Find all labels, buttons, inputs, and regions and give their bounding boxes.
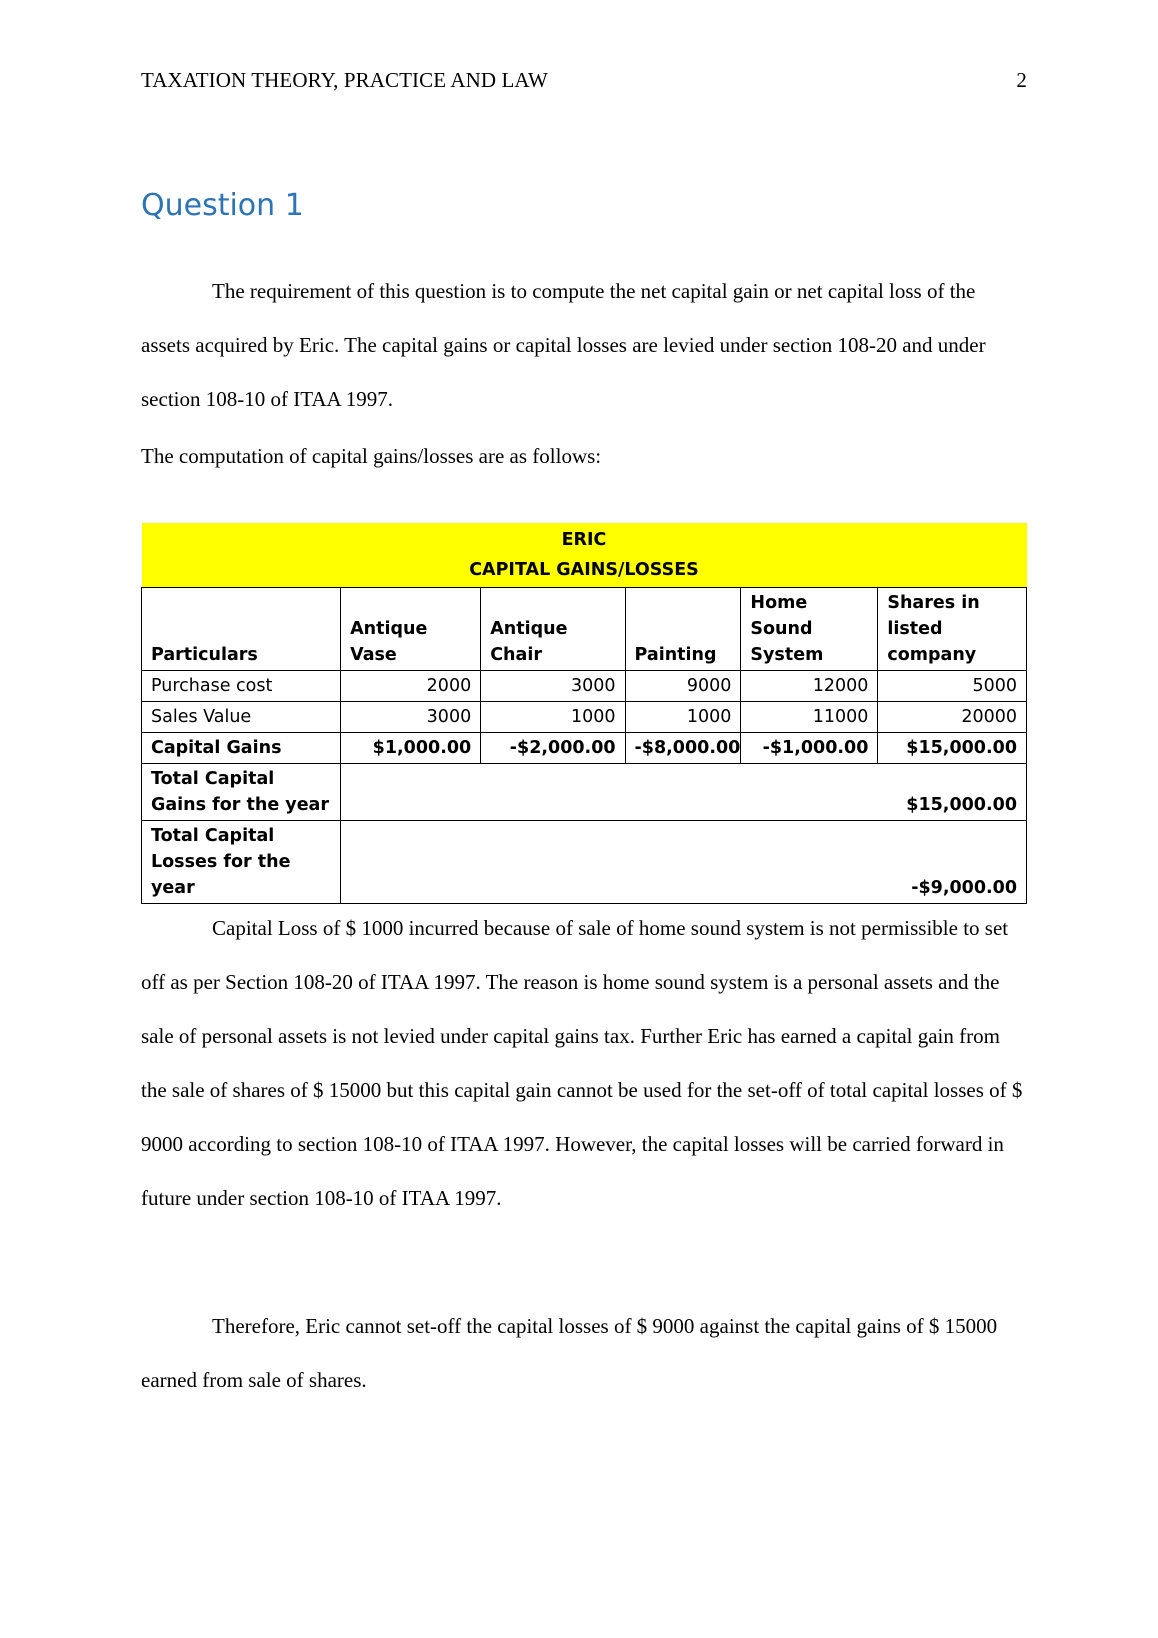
cell-value: 11000 [741, 702, 878, 733]
table-title-row [142, 523, 1027, 588]
discussion-paragraph: Capital Loss of $ 1000 incurred because of sale of home sound system is not permissible to set off as per Section 108-20 of ITAA 1997. The reason is home sound system is a personal assets and the sale of personal assets is not levied under capital gains tax. Further Eric has earned a capital gain from the sale of shares of $ 15000 but this capital gain cannot be used for the set-off of total capital losses of $ 9000 according to section 108-10 of ITAA 1997. However, the capital losses will be carried forward in future under section 108-10 of ITAA 1997. [141, 916, 1023, 1210]
page-number: 2 [1016, 68, 1027, 92]
running-title: TAXATION THEORY, PRACTICE AND LAW [141, 68, 548, 92]
intro-paragraph: The requirement of this question is to compute the net capital gain or net capital loss of the assets acquired by Eric. The capital gains or capital losses are levied under section 108-20 and under section 108-10 of ITAA 1997. [141, 279, 986, 411]
cell-value: 3000 [481, 671, 625, 702]
table-title-subtitle: CAPITAL GAINS/LOSSES [469, 560, 699, 580]
table-row [142, 702, 1027, 733]
page-header [141, 68, 1027, 93]
table-title [142, 523, 1027, 588]
cell-value: 1000 [481, 702, 625, 733]
cell-value: $15,000.00 [878, 733, 1027, 764]
cell-value: -$1,000.00 [741, 733, 878, 764]
cell-value: 5000 [878, 671, 1027, 702]
row-label: Total Capital Losses for the year [142, 821, 341, 904]
cell-value: 20000 [878, 702, 1027, 733]
table-row [142, 733, 1027, 764]
total-capital-gains-value: $15,000.00 [341, 764, 1027, 821]
col-header-shares: Shares in listed company [878, 588, 1027, 671]
total-capital-losses-value: -$9,000.00 [341, 821, 1027, 904]
cell-value: $1,000.00 [341, 733, 481, 764]
question-heading: Question 1 [141, 188, 304, 223]
conclusion-paragraph: Therefore, Eric cannot set-off the capital losses of $ 9000 against the capital gains of $ 15000 earned from sale of shares. [141, 1314, 998, 1392]
cell-value: 12000 [741, 671, 878, 702]
computation-intro: The computation of capital gains/losses are as follows: [141, 444, 602, 468]
cell-value: 3000 [341, 702, 481, 733]
cell-value: -$2,000.00 [481, 733, 625, 764]
table-row [142, 671, 1027, 702]
table-row [142, 764, 1027, 821]
row-label: Capital Gains [142, 733, 341, 764]
table-title-name: ERIC [561, 530, 607, 550]
col-header-home-sound-system: Home Sound System [741, 588, 878, 671]
row-label: Purchase cost [142, 671, 341, 702]
table-row [142, 821, 1027, 904]
cell-value: 9000 [625, 671, 741, 702]
col-header-antique-chair: Antique Chair [481, 588, 625, 671]
cell-value: -$8,000.00 [625, 733, 741, 764]
col-header-antique-vase: Antique Vase [341, 588, 481, 671]
cell-value: 1000 [625, 702, 741, 733]
row-label: Total Capital Gains for the year [142, 764, 341, 821]
row-label: Sales Value [142, 702, 341, 733]
col-header-painting: Painting [625, 588, 741, 671]
table-header-row [142, 588, 1027, 671]
cell-value: 2000 [341, 671, 481, 702]
col-header-particulars: Particulars [142, 588, 341, 671]
capital-gains-table [141, 523, 1027, 904]
